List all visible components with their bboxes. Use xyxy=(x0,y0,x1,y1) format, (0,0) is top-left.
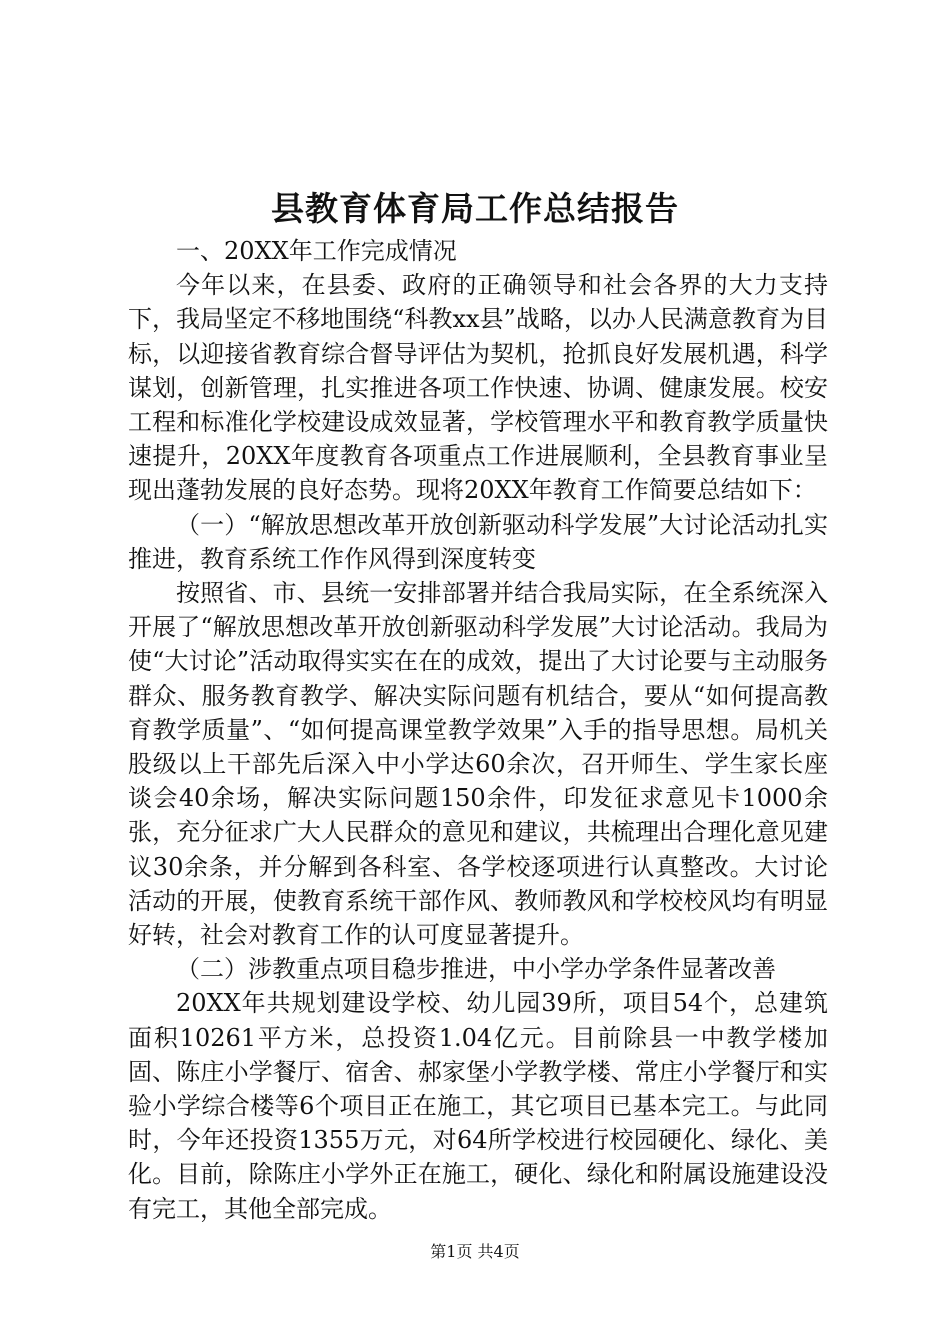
body-paragraph-intro: 今年以来，在县委、政府的正确领导和社会各界的大力支持下，我局坚定不移地围绕“科教xx县”战略，以办人民满意教育为目标，以迎接省教育综合督导评估为契机，抢抓良好发展机遇，科学谋划，创新管理，扎实推进各项工作快速、协调、健康发展。校安工程和标准化学校建设成效显著，学校管理水平和教育教学质量快速提升，20XX年度教育各项重点工作进展顺利，全县教育事业呈现出蓬勃发展的良好态势。现将20XX年教育工作简要总结如下： xyxy=(128,271,828,505)
document-body xyxy=(128,234,828,1226)
subsection-heading-2: （二）涉教重点项目稳步推进，中小学办学条件显著改善 xyxy=(176,955,776,984)
page-number-footer: 第1页 共4页 xyxy=(430,1242,520,1261)
body-paragraph-discussion: 按照省、市、县统一安排部署并结合我局实际，在全系统深入开展了“解放思想改革开放创新驱动科学发展”大讨论活动。我局为使“大讨论”活动取得实实在在的成效，提出了大讨论要与主动服务群众、服务教育教学、解决实际问题有机结合，要从“如何提高教育教学质量”、“如何提高课堂教学效果”入手的指导思想。局机关股级以上干部先后深入中小学达60余次，召开师生、学生家长座谈会40余场，解决实际问题150余件，印发征求意见卡1000余张，充分征求广大人民群众的意见和建议，共梳理出合理化意见建议30余条，并分解到各科室、各学校逐项进行认真整改。大讨论活动的开展，使教育系统干部作风、教师教风和学校校风均有明显好转，社会对教育工作的认可度显著提升。 xyxy=(128,579,828,950)
document-title: 县教育体育局工作总结报告 xyxy=(271,189,679,228)
body-paragraph-projects: 20XX年共规划建设学校、幼儿园39所，项目54个，总建筑面积10261平方米，总投资1.04亿元。目前除县一中教学楼加固、陈庄小学餐厅、宿舍、郝家堡小学教学楼、常庄小学餐厅和实验小学综合楼等6个项目正在施工，其它项目已基本完工。与此同时，今年还投资1355万元，对64所学校进行校园硬化、绿化、美化。目前，除陈庄小学外正在施工，硬化、绿化和附属设施建设没有完工，其他全部完成。 xyxy=(128,989,828,1223)
subsection-heading-1: （一）“解放思想改革开放创新驱动科学发展”大讨论活动扎实推进，教育系统工作作风得到深度转变 xyxy=(128,510,828,573)
section-heading-1: 一、20XX年工作完成情况 xyxy=(176,237,457,265)
